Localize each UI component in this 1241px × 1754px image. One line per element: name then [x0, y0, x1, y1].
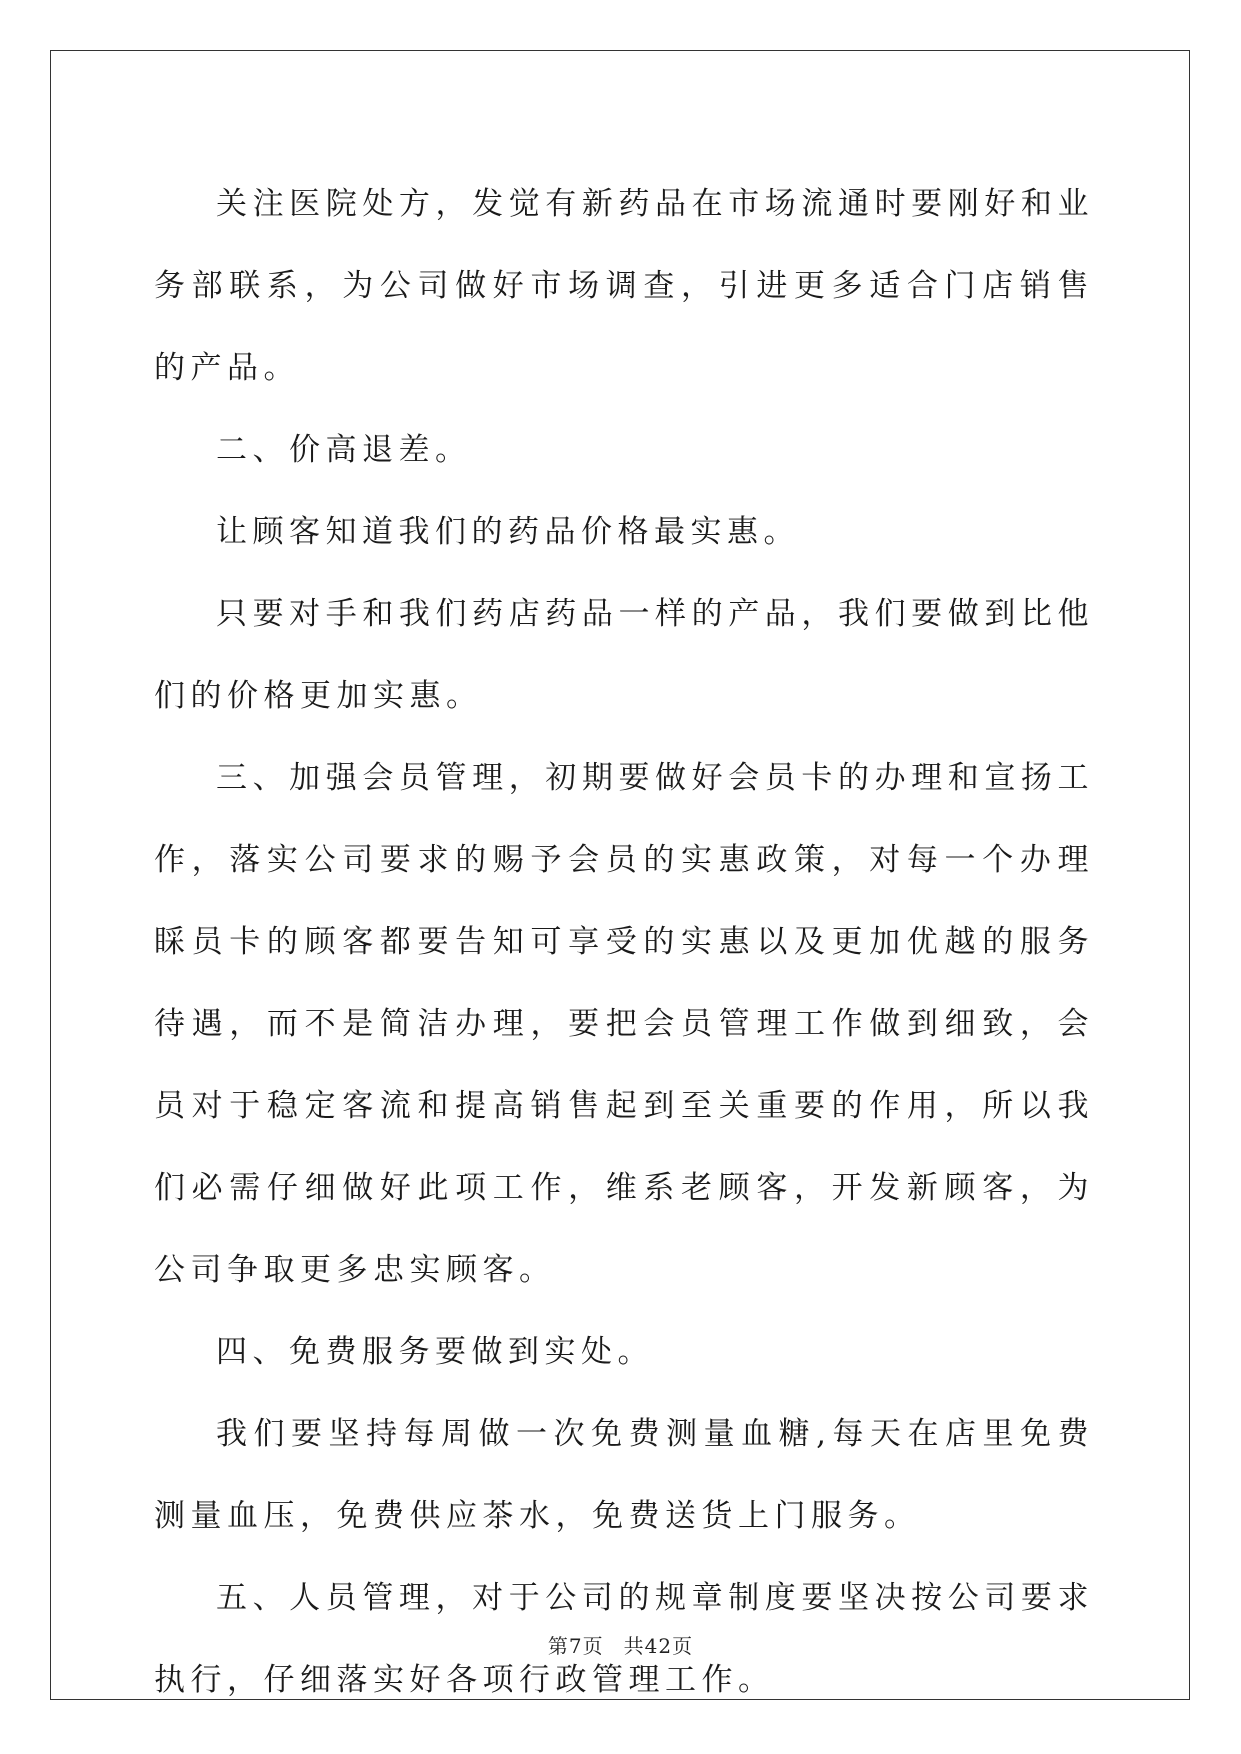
paragraph: 五、人员管理，对于公司的规章制度要坚决按公司要求执行，仔细落实好各项行政管理工作。 [154, 1580, 1094, 1698]
page-footer [0, 1630, 1241, 1659]
section-heading: 二、价高退差。 [216, 432, 472, 468]
document-body [154, 163, 1094, 1721]
paragraph: 我们要坚持每周做一次免费测量血糖,每天在店里免费测量血压，免费供应茶水，免费送货上门服务。 [154, 1416, 1094, 1534]
paragraph: 三、加强会员管理，初期要做好会员卡的办理和宣扬工作，落实公司要求的赐予会员的实惠政策，对每一个办理睬员卡的顾客都要告知可享受的实惠以及更加优越的服务待遇，而不是简洁办理，要把会员管理工作做到细致，会员对于稳定客流和提高销售起到至关重要的作用，所以我们必需仔细做好此项工作，维系老顾客，开发新顾客，为公司争取更多忠实顾客。 [154, 760, 1094, 1288]
total-pages: 共42页 [623, 1634, 694, 1658]
paragraph: 关注医院处方，发觉有新药品在市场流通时要刚好和业务部联系，为公司做好市场调查，引进更多适合门店销售的产品。 [154, 186, 1094, 386]
current-page-number: 第7页 [547, 1634, 604, 1658]
section-heading: 四、免费服务要做到实处。 [216, 1334, 654, 1370]
paragraph: 只要对手和我们药店药品一样的产品，我们要做到比他们的价格更加实惠。 [154, 596, 1094, 714]
paragraph: 让顾客知道我们的药品价格最实惠。 [216, 514, 800, 550]
